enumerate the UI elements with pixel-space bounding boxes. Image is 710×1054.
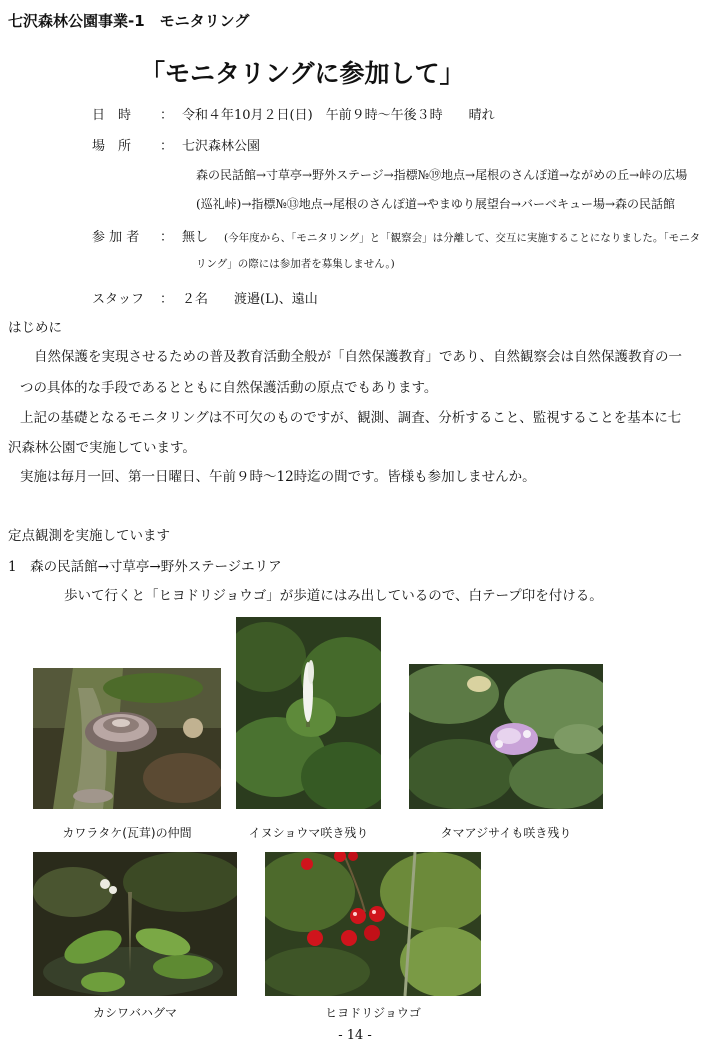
staff-value: ２名 渡邉(L)、遠山 [182, 292, 318, 307]
caption-kashiwabahaguma: カシワバハグマ [92, 1006, 177, 1020]
intro-p2-line2: 沢森林公園で実施しています。 [8, 440, 196, 456]
photo-tamaajisai [409, 664, 603, 809]
participants-note-1: (今年度から、「モニタリング」と「観察会」は分離して、交互に実施することになりました。「モニタ [224, 232, 701, 244]
section-item-1-desc: 歩いて行くと「ヒヨドリジョウゴ」が歩道にはみ出しているので、白テープ印を付ける。 [64, 588, 603, 604]
page-number: - 14 - [338, 1028, 372, 1043]
place-row: 場 所 ： 七沢森林公園 [92, 135, 260, 154]
participants-note-2: リング」の際には参加者を募集しません。) [196, 258, 395, 270]
intro-p2-line1: 上記の基礎となるモニタリングは不可欠のものですが、観測、調査、分析すること、監視することを基本に七 [20, 410, 682, 426]
caption-tamaajisai: タマアジサイも咲き残り [440, 826, 572, 840]
section-heading: 定点観測を実施しています [8, 528, 170, 544]
participants-label: 参 加 者 [92, 230, 140, 245]
photo-hiyodorijougo [265, 852, 481, 996]
route-line-2: (巡礼峠)→指標№⑬地点→尾根のさんぽ道→やまゆり展望台→バーベキュー場→森の民話館 [196, 197, 675, 211]
place-value: 七沢森林公園 [182, 139, 261, 154]
caption-kawaratake: カワラタケ(瓦茸)の仲間 [62, 826, 192, 840]
staff-label: スタッフ [92, 292, 145, 307]
date-row: 日 時 ： 令和４年10月２日(日) 午前９時〜午後３時 晴れ [92, 104, 495, 123]
staff-row: スタッフ ： ２名 渡邉(L)、遠山 [92, 288, 318, 307]
caption-hiyodorijougo: ヒヨドリジョウゴ [325, 1006, 421, 1020]
photo-kawaratake [33, 668, 221, 809]
section-item-1: 1 森の民話館→寸草亭→野外ステージエリア [8, 559, 282, 575]
intro-p1-line1: 自然保護を実現させるための普及教育活動全般が「自然保護教育」であり、自然観察会は自然保護教育の一 [34, 349, 682, 365]
caption-inushouma: イヌショウマ咲き残り [248, 826, 369, 840]
page-header: 七沢森林公園事業-1 モニタリング [8, 12, 250, 30]
page-title: 「モニタリングに参加して」 [140, 59, 465, 88]
participants-row: 参 加 者 ： 無し [92, 226, 208, 245]
intro-p3: 実施は毎月一回、第一日曜日、午前９時〜12時迄の間です。皆様も参加しませんか。 [20, 469, 536, 485]
intro-p1-line2: つの具体的な手段であるとともに自然保護活動の原点でもあります。 [20, 380, 438, 396]
photo-inushouma [236, 617, 381, 809]
date-value: 令和４年10月２日(日) 午前９時〜午後３時 晴れ [182, 108, 495, 123]
place-label: 場 所 [92, 139, 132, 154]
intro-heading: はじめに [8, 320, 62, 336]
participants-value: 無し [182, 230, 209, 245]
route-line-1: 森の民話館→寸草亭→野外ステージ→指標№⑲地点→尾根のさんぽ道→ながめの丘→峠の広場 [196, 168, 688, 182]
date-label: 日 時 [92, 108, 132, 123]
photo-kashiwabahaguma [33, 852, 237, 996]
